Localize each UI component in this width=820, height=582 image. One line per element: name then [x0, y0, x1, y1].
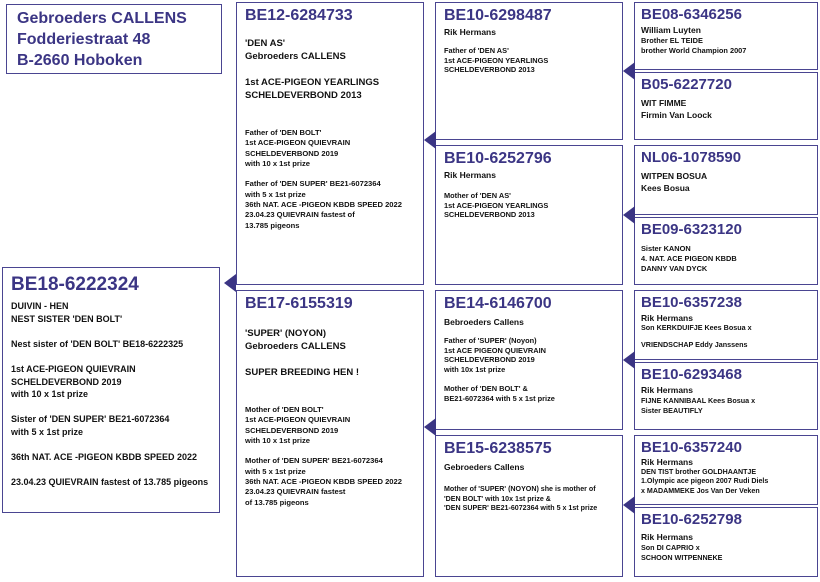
g4-notes: Sister KANON 4. NAT. ACE PIGEON KBDB DANNY VAN DYCK [641, 244, 737, 273]
g7-name: Rik Hermans [641, 457, 693, 467]
mf-notes: Father of 'SUPER' (Noyon) 1st ACE PIGEON QUIEVRAIN SCHELDEVERBOND 2019 with 10x 1st prize Mother of 'DEN BOLT' & BE21-6072364 with 5 x 1st prize [444, 336, 555, 403]
father-ring: BE12-6284733 [245, 7, 353, 24]
g3-ring: NL06-1078590 [641, 149, 742, 166]
g5-ring: BE10-6357238 [641, 294, 742, 311]
g5-notes: Son KERKDUIFJE Kees Bosua x VRIENDSCHAP Eddy Janssens [641, 323, 752, 349]
ggp-5-card [634, 290, 818, 360]
g4-ring: BE09-6323120 [641, 221, 742, 238]
arrow-left-icon [623, 351, 635, 369]
subject-details: DUIVIN - HEN NEST SISTER 'DEN BOLT' Nest sister of 'DEN BOLT' BE18-6222325 1st ACE-PIGEON QUIEVRAIN SCHELDEVERBOND 2019 with 10 x 1st prize Sister of 'DEN SUPER' BE21-6072364 with 5 x 1st prize 36th NAT. ACE -PIGEON KBDB SPEED 2022 23.04.23 QUIEVRAIN fastest of 13.785 pigeons [11, 301, 209, 488]
mother-notes: Mother of 'DEN BOLT' 1st ACE-PIGEON QUIEVRAIN SCHELDEVERBOND 2019 with 10 x 1st prize Mother of 'DEN SUPER' BE21-6072364 with 5 x 1st prize 36th NAT. ACE -PIGEON KBDB SPEED 2022 23.04.23 QUIEVRAIN fastest of 13.785 pigeons [245, 405, 402, 507]
g3-name: WITPEN BOSUA Kees Bosua [641, 171, 708, 193]
father-card [236, 2, 424, 285]
g1-name: William Luyten [641, 25, 701, 35]
g6-ring: BE10-6293468 [641, 366, 742, 383]
ggp-6-card [634, 362, 818, 430]
ggp-2-card [634, 72, 818, 140]
arrow-left-icon [623, 62, 635, 80]
breeder-street: Fodderiestraat 48 [17, 31, 151, 48]
mf-name: Bebroeders Callens [444, 317, 524, 327]
mf-ring: BE14-6146700 [444, 295, 552, 312]
mm-name: Gebroeders Callens [444, 462, 525, 472]
fm-notes: Mother of 'DEN AS' 1st ACE-PIGEON YEARLINGS SCHELDEVERBOND 2013 [444, 191, 549, 220]
paternal-grandfather-card [435, 2, 623, 140]
arrow-left-icon [424, 131, 436, 149]
g6-name: Rik Hermans [641, 385, 693, 395]
breeder-address-box [6, 4, 222, 74]
father-notes: Father of 'DEN BOLT' 1st ACE-PIGEON QUIEVRAIN SCHELDEVERBOND 2019 with 10 x 1st prize Father of 'DEN SUPER' BE21-6072364 with 5 x 1st prize 36th NAT. ACE -PIGEON KBDB SPEED 2022 23.04.23 QUIEVRAIN fastest of 13.785 pigeons [245, 128, 402, 230]
maternal-grandmother-card [435, 435, 623, 577]
arrow-left-icon [424, 418, 436, 436]
ggp-3-card [634, 145, 818, 215]
g2-ring: B05-6227720 [641, 76, 732, 93]
arrow-left-icon [224, 274, 236, 292]
arrow-left-icon [623, 206, 635, 224]
paternal-grandmother-card [435, 145, 623, 285]
g1-ring: BE08-6346256 [641, 6, 742, 23]
g7-notes: DEN TIST brother GOLDHAANTJE 1.Olympic ace pigeon 2007 Rudi Diels x MADAMMEKE Jos Van Der Veken [641, 468, 769, 495]
subject-ring: BE18-6222324 [11, 274, 139, 295]
breeder-city: B-2660 Hoboken [17, 52, 143, 69]
fm-name: Rik Hermans [444, 170, 496, 180]
g8-notes: Son DI CAPRIO x SCHOON WITPENNEKE [641, 543, 723, 562]
subject-card [2, 267, 220, 513]
mm-notes: Mother of 'SUPER' (NOYON) she is mother of 'DEN BOLT' with 10x 1st prize & 'DEN SUPER' BE21-6072364 with 5 x 1st prize [444, 485, 598, 513]
ggp-8-card [634, 507, 818, 577]
mother-ring: BE17-6155319 [245, 295, 353, 312]
g2-name: WIT FIMME Firmin Van Loock [641, 98, 712, 120]
breeder-name: Gebroeders CALLENS [17, 10, 187, 27]
mother-card [236, 290, 424, 577]
g6-notes: FIJNE KANNIBAAL Kees Bosua x Sister BEAUTIFLY [641, 396, 756, 415]
ggp-1-card [634, 2, 818, 70]
g1-notes: Brother EL TEIDE brother World Champion 2007 [641, 36, 747, 55]
ff-name: Rik Hermans [444, 27, 496, 37]
maternal-grandfather-card [435, 290, 623, 430]
ff-ring: BE10-6298487 [444, 7, 552, 24]
ggp-7-card [634, 435, 818, 505]
mm-ring: BE15-6238575 [444, 440, 552, 457]
ff-notes: Father of 'DEN AS' 1st ACE-PIGEON YEARLINGS SCHELDEVERBOND 2013 [444, 46, 549, 75]
g7-ring: BE10-6357240 [641, 439, 742, 456]
mother-name: 'SUPER' (NOYON) Gebroeders CALLENS SUPER BREEDING HEN ! [245, 328, 360, 378]
father-name: 'DEN AS' Gebroeders CALLENS 1st ACE-PIGEON YEARLINGS SCHELDEVERBOND 2013 [245, 38, 380, 101]
ggp-4-card [634, 217, 818, 285]
g8-ring: BE10-6252798 [641, 511, 742, 528]
fm-ring: BE10-6252796 [444, 150, 552, 167]
g8-name: Rik Hermans [641, 532, 693, 542]
arrow-left-icon [623, 496, 635, 514]
g5-name: Rik Hermans [641, 313, 693, 323]
